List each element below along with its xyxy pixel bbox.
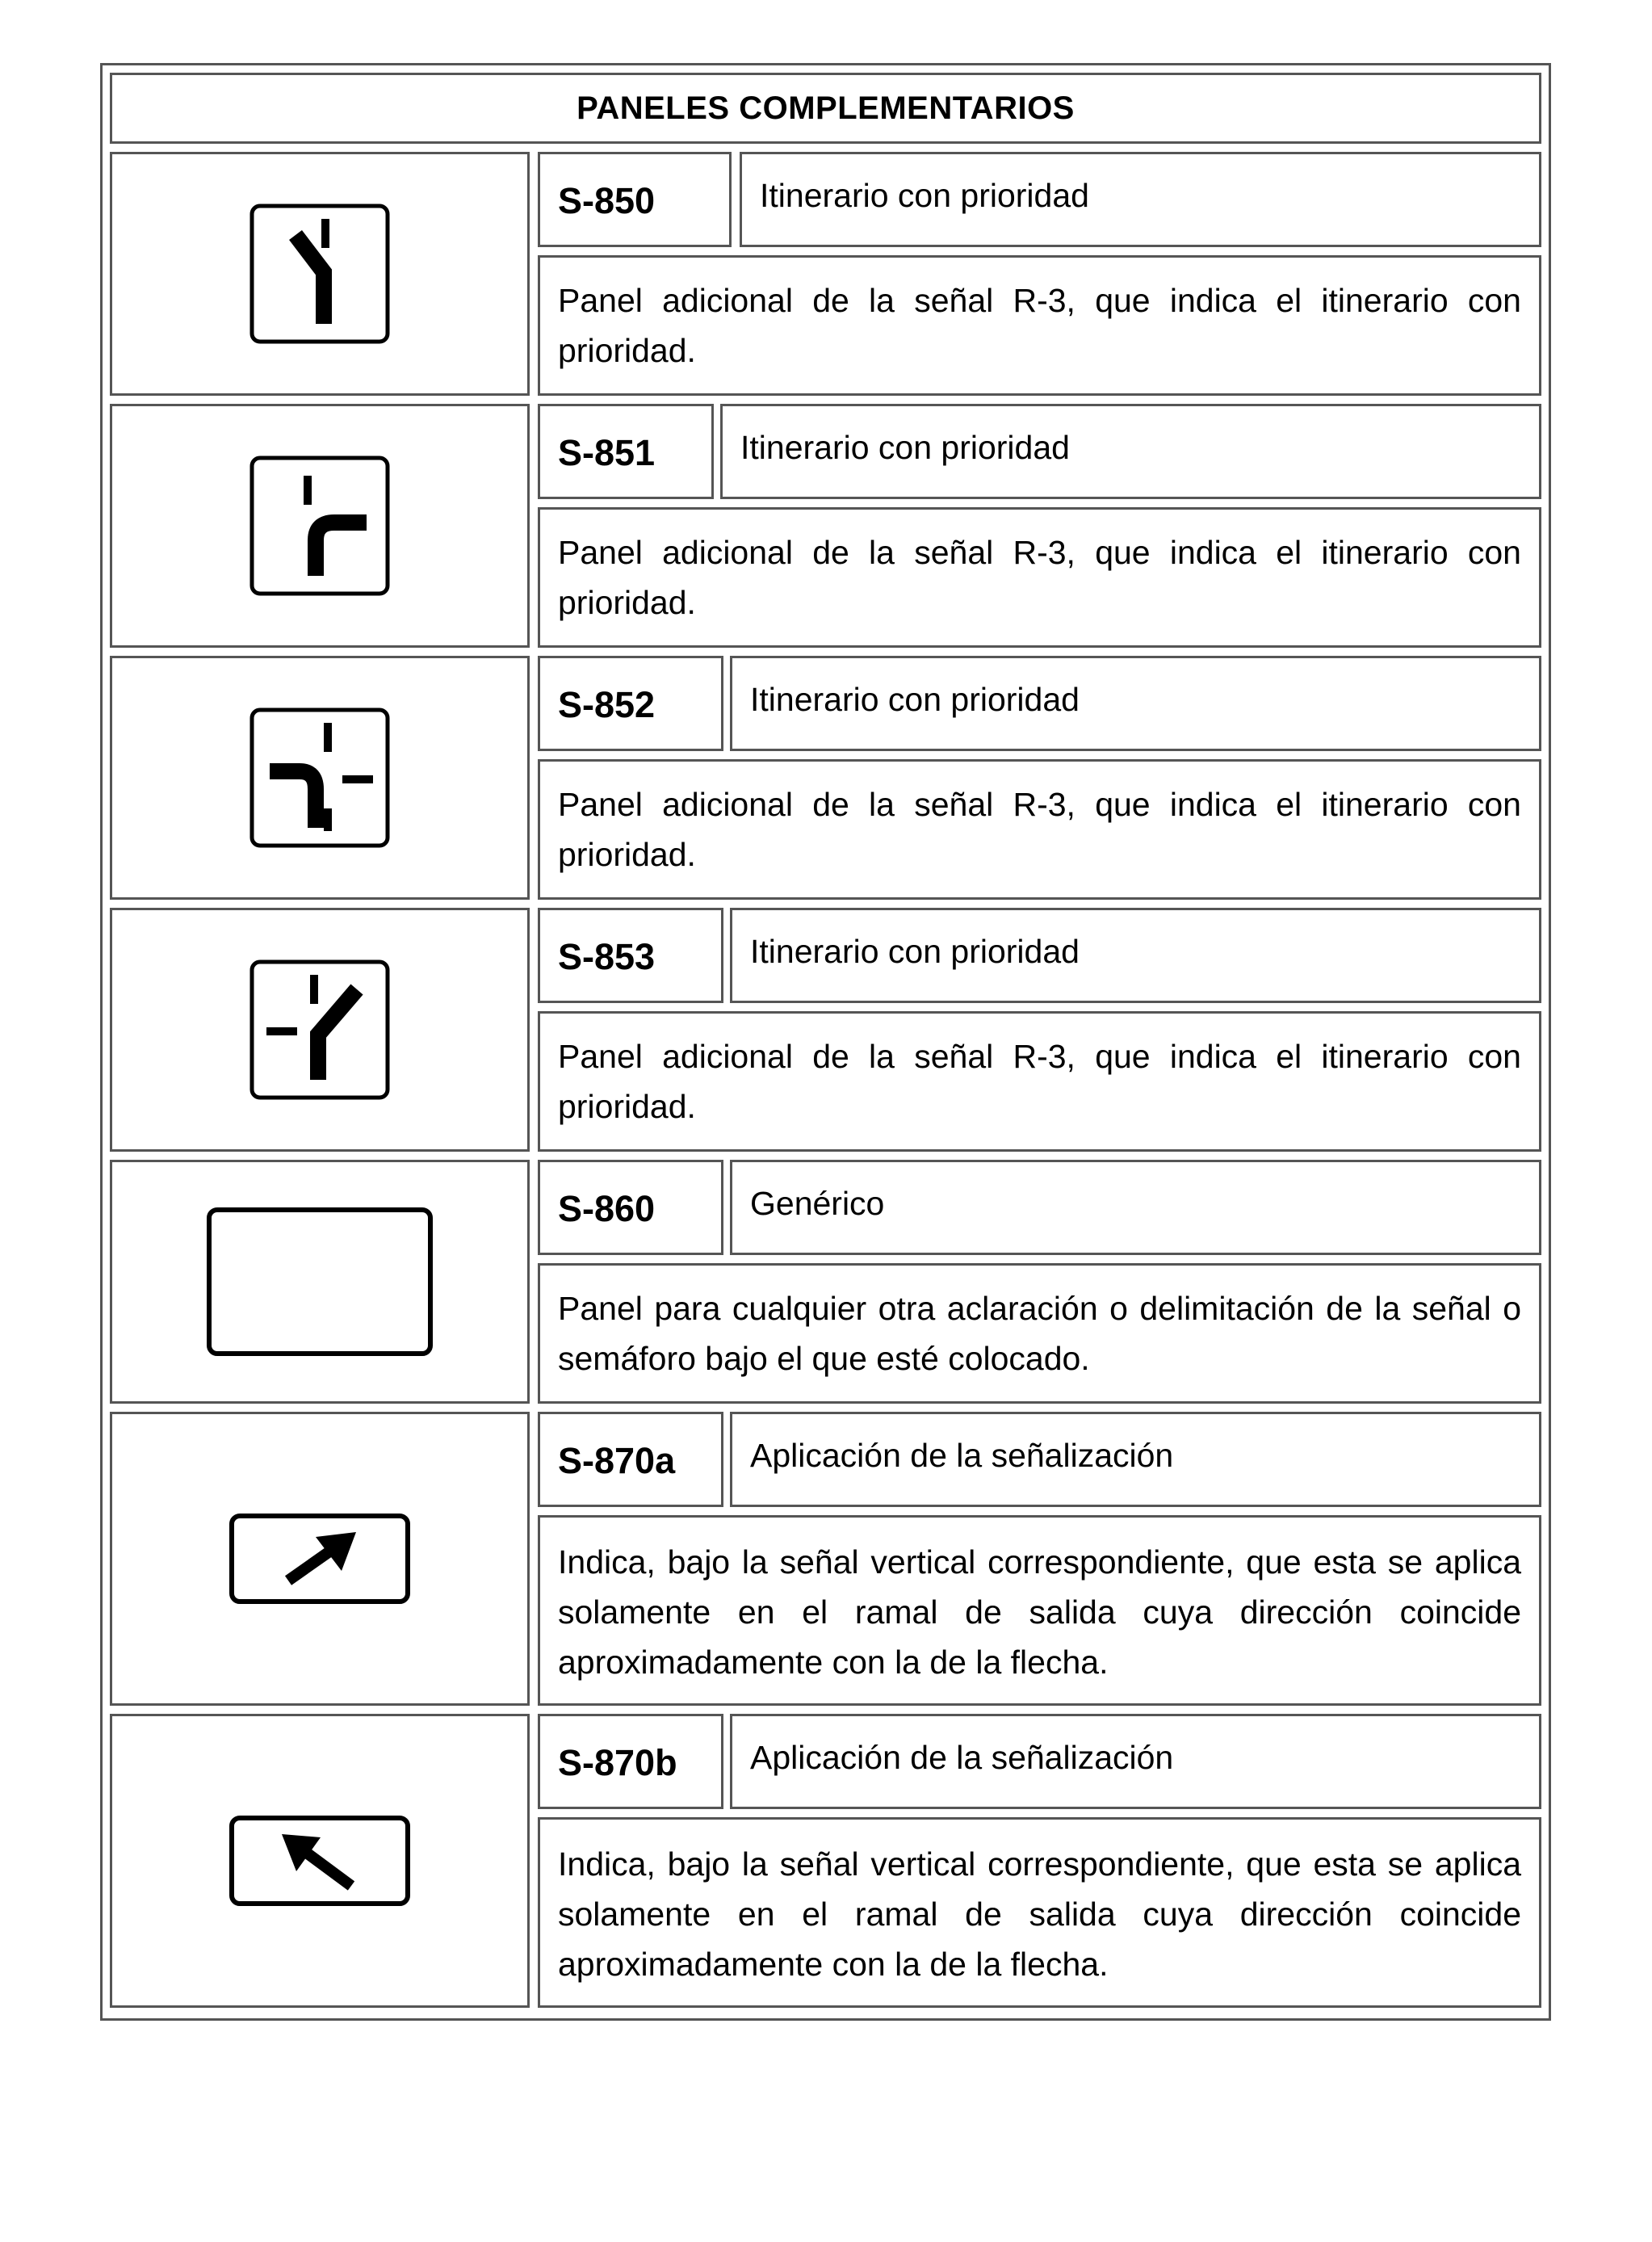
sign-description: Indica, bajo la señal vertical correspondiente, que esta se aplica solamente en el ramal de salida cuya dirección coincide aproximadamente con la de la flecha. [538, 1817, 1541, 2008]
sign-image-cell [110, 1412, 530, 1706]
sign-name: Itinerario con prioridad [730, 656, 1541, 751]
sign-image-cell [110, 404, 530, 648]
sign-description: Panel adicional de la señal R-3, que indica el itinerario con prioridad. [538, 759, 1541, 900]
priority-route-turn-left-icon [247, 705, 392, 850]
sign-description: Panel adicional de la señal R-3, que indica el itinerario con prioridad. [538, 255, 1541, 396]
sign-name: Itinerario con prioridad [730, 908, 1541, 1003]
priority-route-straight-left-icon [247, 201, 392, 346]
sign-code: S-853 [538, 908, 723, 1003]
priority-route-turn-right-icon [247, 453, 392, 598]
arrow-up-right-icon [229, 1513, 411, 1605]
sign-code: S-870a [538, 1412, 723, 1507]
sign-code: S-850 [538, 152, 732, 247]
sign-image-cell [110, 1714, 530, 2008]
sign-description: Panel adicional de la señal R-3, que indica el itinerario con prioridad. [538, 1011, 1541, 1152]
priority-route-bend-right-icon [247, 957, 392, 1102]
sign-description: Panel para cualquier otra aclaración o delimitación de la señal o semáforo bajo el que esté colocado. [538, 1263, 1541, 1404]
sign-image-cell [110, 656, 530, 900]
sign-image-cell [110, 152, 530, 396]
sign-name: Itinerario con prioridad [720, 404, 1541, 499]
sign-description: Panel adicional de la señal R-3, que indica el itinerario con prioridad. [538, 507, 1541, 648]
sign-description: Indica, bajo la señal vertical correspondiente, que esta se aplica solamente en el ramal de salida cuya dirección coincide aproximadamente con la de la flecha. [538, 1515, 1541, 1706]
sign-code: S-851 [538, 404, 714, 499]
sign-name: Genérico [730, 1160, 1541, 1255]
sign-code: S-852 [538, 656, 723, 751]
sign-code: S-860 [538, 1160, 723, 1255]
sign-name: Aplicación de la señalización [730, 1412, 1541, 1507]
sign-image-cell [110, 908, 530, 1152]
sign-name: Itinerario con prioridad [740, 152, 1541, 247]
arrow-up-left-icon [229, 1815, 411, 1907]
table-title: PANELES COMPLEMENTARIOS [110, 73, 1541, 144]
blank-panel-icon [206, 1207, 434, 1357]
sign-image-cell [110, 1160, 530, 1404]
sign-name: Aplicación de la señalización [730, 1714, 1541, 1809]
sign-code: S-870b [538, 1714, 723, 1809]
